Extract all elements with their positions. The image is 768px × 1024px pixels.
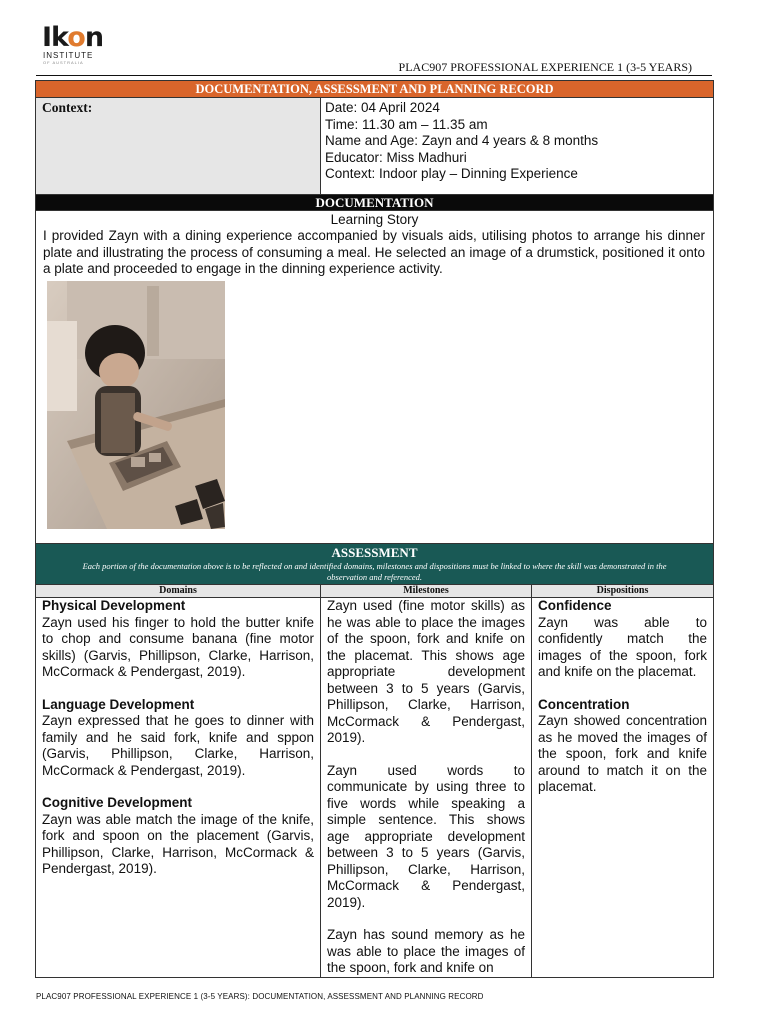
- milestone-text: Zayn has sound memory as he was able to place the images of the spoon, fork and knife on: [327, 927, 525, 975]
- domains-cell: [36, 598, 321, 978]
- record-table: [35, 80, 714, 978]
- context-educator: Educator: Miss Madhuri: [325, 149, 467, 165]
- milestone-text: Zayn used (fine motor skills) as he was able to place the images of the spoon, fork and knife on the placemat. This shows age appropriate development between 3 to 5 years (Garvis, Phillipson, Clarke, Harrison, McCormack & Pendergast, 2019).: [327, 598, 525, 745]
- page-header-title: PLAC907 PROFESSIONAL EXPERIENCE 1 (3-5 YEARS): [398, 60, 692, 74]
- context-setting: Context: Indoor play – Dinning Experience: [325, 166, 578, 181]
- assessment-header: [36, 544, 714, 585]
- context-label: Context:: [36, 98, 321, 195]
- context-name-age: Name and Age: Zayn and 4 years & 8 months: [325, 133, 599, 148]
- logo-wordmark: Ikon: [42, 22, 104, 53]
- assessment-title: ASSESSMENT: [331, 545, 418, 560]
- domain-heading: Language Development: [42, 696, 195, 712]
- learning-story-text: I provided Zayn with a dining experience accompanied by visuals aids, utilising photos to arrange his dinner plate and illustrating the process of consuming a meal. He selected an image of a drumstick, positioned it onto a plate and proceeded to engage in the dinning experience activity.: [43, 228, 706, 276]
- disposition-heading: Confidence: [538, 598, 612, 613]
- record-title: DOCUMENTATION, ASSESSMENT AND PLANNING RECORD: [36, 81, 714, 98]
- documentation-title: DOCUMENTATION: [36, 195, 714, 211]
- assessment-note: Each portion of the documentation above is to be reflected on and identified domains, milestones and dispositions must be linked to where the skill was demonstrated in the observation and referenced.: [82, 561, 667, 582]
- page-footer: PLAC907 PROFESSIONAL EXPERIENCE 1 (3-5 YEARS): DOCUMENTATION, ASSESSMENT AND PLANNING RECORD: [36, 992, 484, 1001]
- context-time: Time: 11.30 am – 11.35 am: [325, 116, 488, 132]
- child-activity-photo: [47, 281, 225, 529]
- ikon-logo: [42, 24, 122, 65]
- dispositions-cell: [532, 598, 714, 978]
- logo-tagline: OF AUSTRALIA: [43, 60, 84, 65]
- domain-heading: Cognitive Development: [42, 795, 193, 810]
- column-header-domains: Domains: [36, 585, 321, 598]
- column-header-milestones: Milestones: [321, 585, 532, 598]
- domain-text: Zayn was able match the image of the knife, fork and spoon on the placement (Garvis, Phillipson, Clarke, Harrison, McCormack & Pendergast, 2019).: [42, 811, 314, 876]
- disposition-heading: Concentration: [538, 696, 630, 712]
- domain-text: Zayn expressed that he goes to dinner with family and he said fork, knife and sppon (Garvis, Phillipson, Clarke, Harrison, McCormack & Pendergast, 2019).: [42, 713, 314, 778]
- domain-heading: Physical Development: [42, 598, 186, 613]
- disposition-text: Zayn showed concentration as he moved the images of the spoon, fork and knife around to match it on the placemat.: [538, 713, 708, 794]
- documentation-section: [36, 211, 714, 544]
- header-rule: [36, 75, 712, 76]
- milestone-text: Zayn used words to communicate by using three to five words while speaking a simple sentence. This shows age appropriate development between 3 to 5 years (Garvis, Phillipson, Clarke, Harrison, McCormack & Pendergast, 2019).: [327, 762, 525, 910]
- learning-story-title: Learning Story: [330, 212, 419, 227]
- context-details: [321, 98, 714, 195]
- disposition-text: Zayn was able to confidently match the images of the spoon, fork and knife on the placemat.: [538, 614, 708, 679]
- context-date: Date: 04 April 2024: [325, 100, 440, 115]
- column-header-dispositions: Dispositions: [532, 585, 714, 598]
- milestones-cell: [321, 598, 532, 978]
- domain-text: Zayn used his finger to hold the butter knife to chop and consume banana (fine motor skills) (Garvis, Phillipson, Clarke, Harrison, McCormack & Pendergast, 2019).: [42, 614, 314, 679]
- logo-subtitle: INSTITUTE: [43, 51, 94, 60]
